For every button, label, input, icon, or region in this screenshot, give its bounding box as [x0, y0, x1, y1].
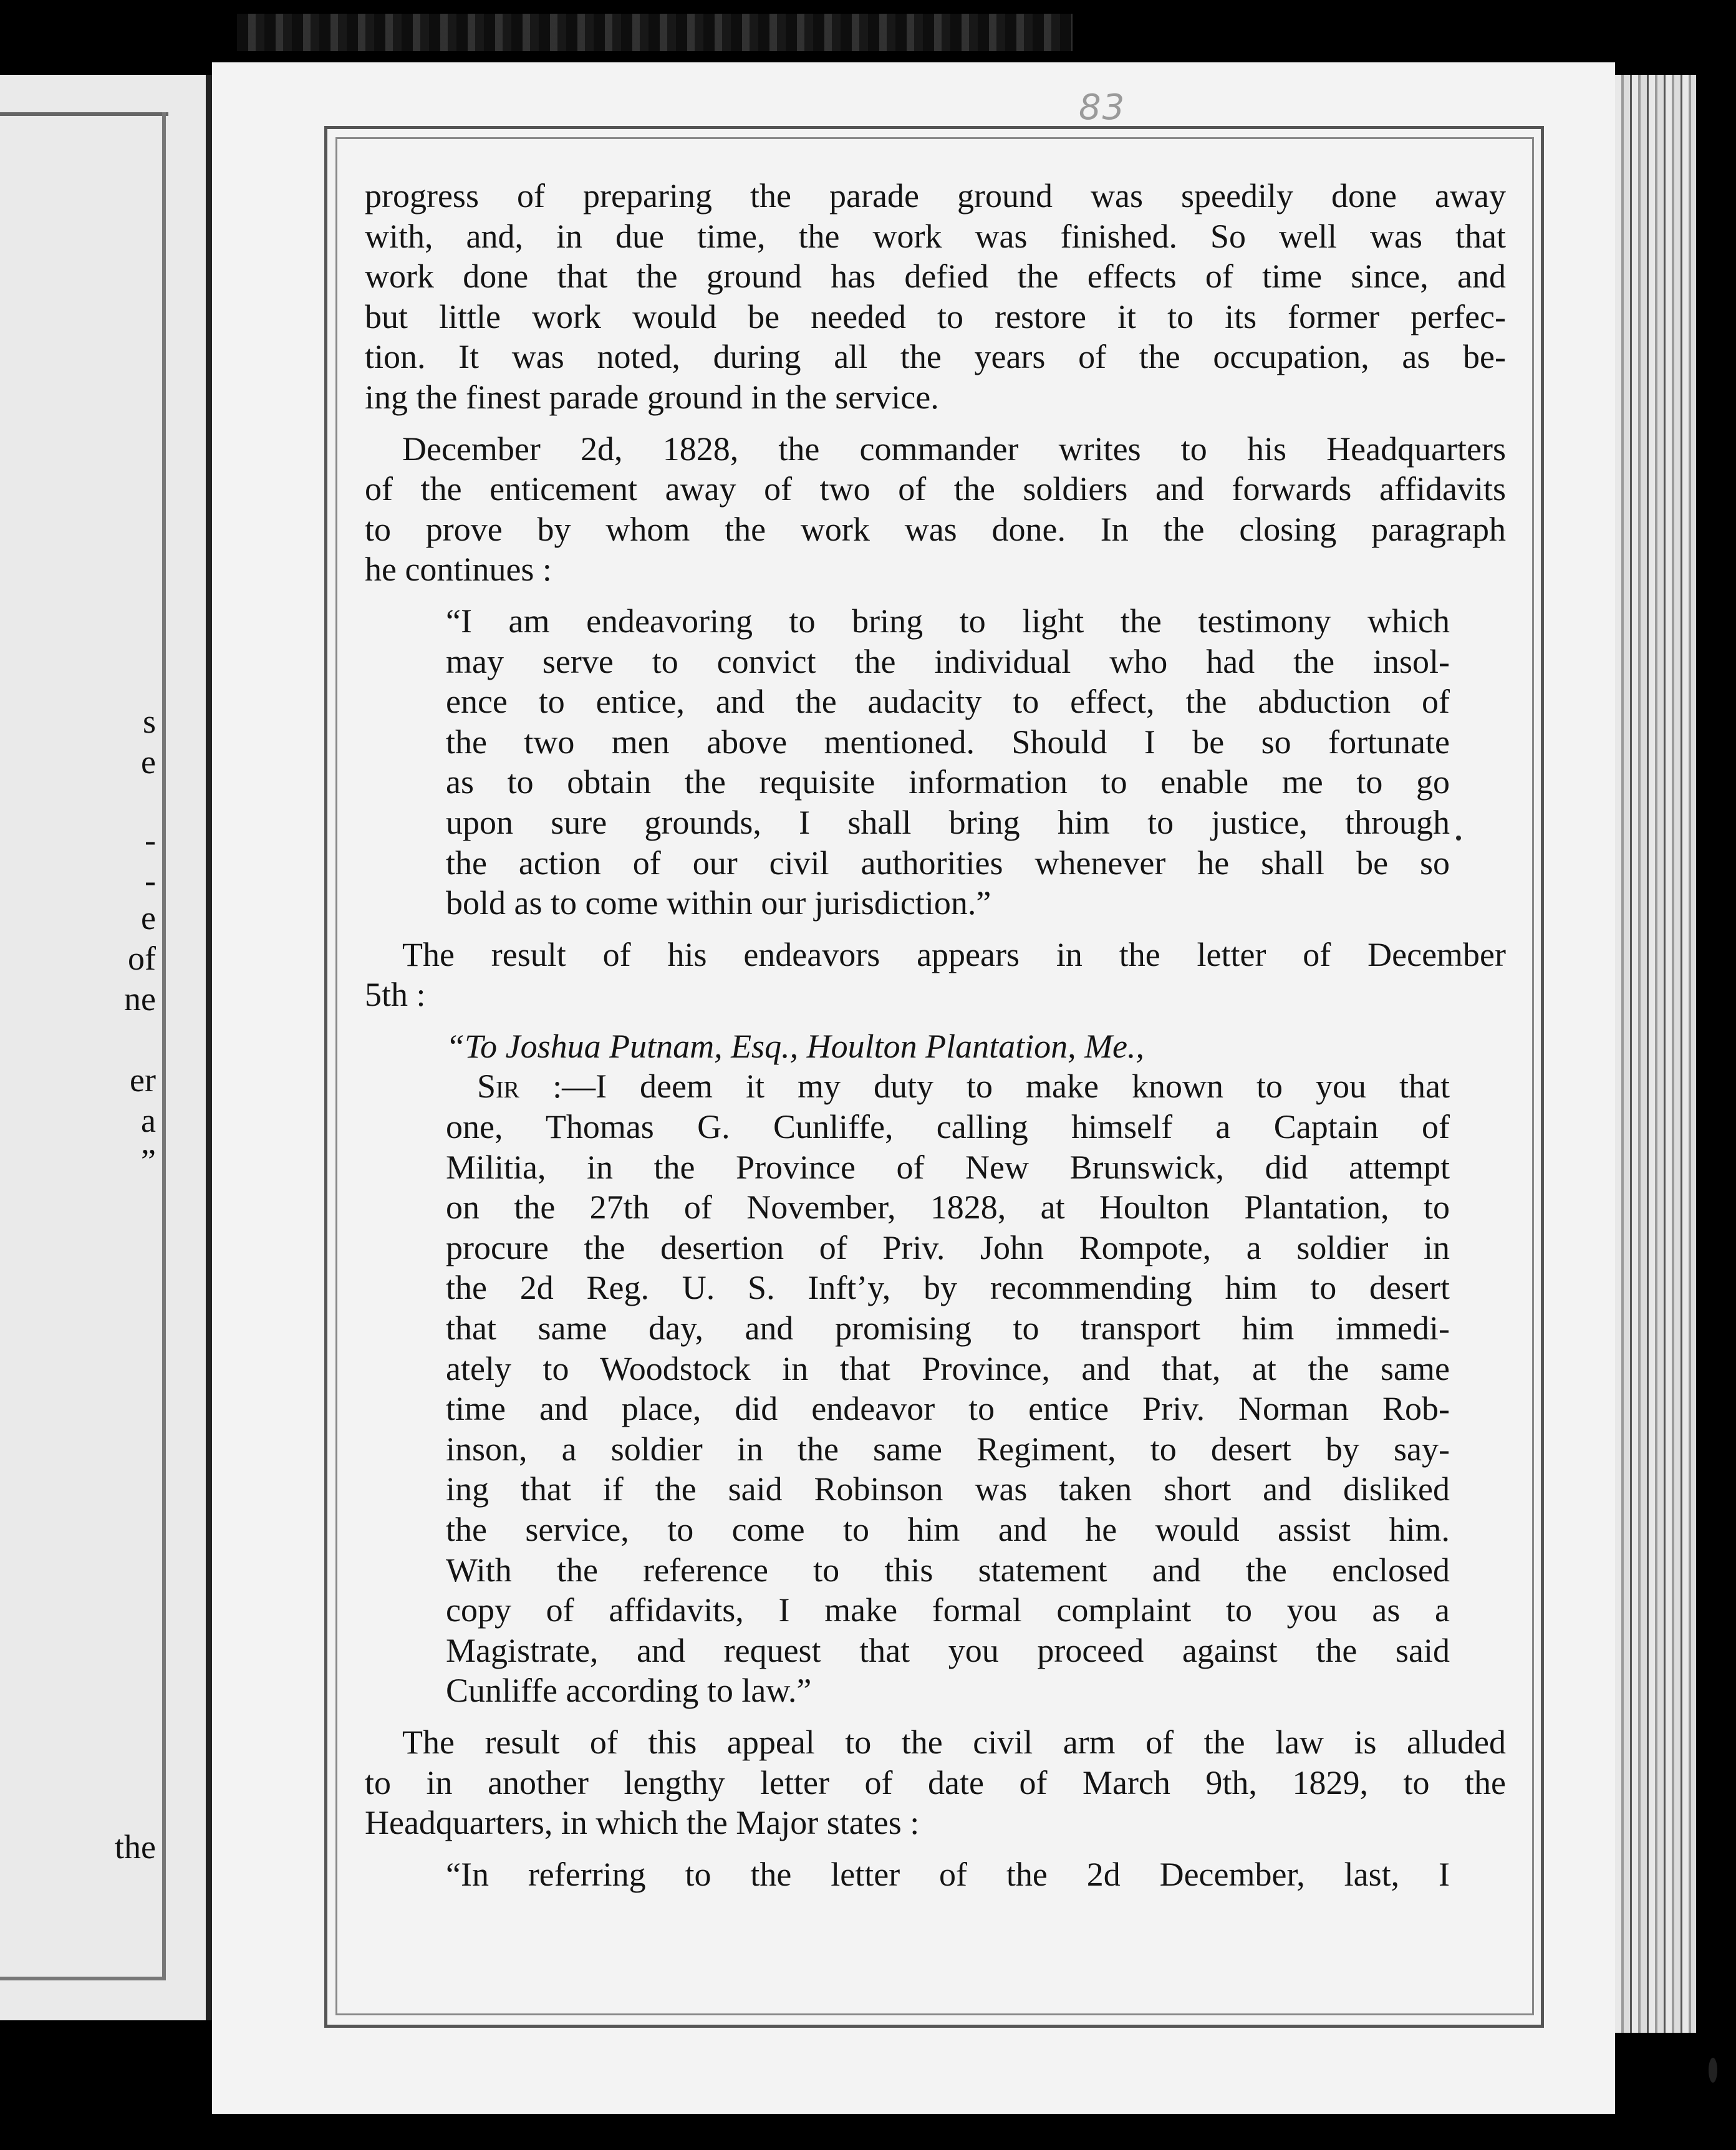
scan-speck [1709, 2058, 1717, 2083]
facing-page-rule [162, 112, 166, 1977]
text-line: “I am endeavoring to bring to light the testimony which [446, 602, 1450, 640]
text-line: December 2d, 1828, the commander writes to his Headquarters [402, 430, 1506, 468]
text-line: one, Thomas G. Cunliffe, calling himself a Captain of [446, 1108, 1450, 1146]
facing-page-fragment: s [142, 703, 156, 740]
text-line: he continues : [365, 551, 552, 589]
text-line: of the enticement away of two of the soldiers and forwards affidavits [365, 470, 1506, 508]
text-line: the action of our civil authorities whenever he shall be so [446, 844, 1450, 882]
letter-quote [365, 1026, 1506, 1711]
facing-page-fragment: e [141, 899, 156, 937]
facing-page-fragment: the [115, 1828, 156, 1866]
facing-page-fragment: ne [124, 980, 156, 1018]
text-line: copy of affidavits, I make formal complaint to you as a [446, 1591, 1450, 1629]
text-line: ately to Woodstock in that Province, and that, at the same [446, 1349, 1450, 1387]
text-line: ing that if the said Robinson was taken short and disliked [446, 1470, 1450, 1508]
facing-page-fragment: e [141, 743, 156, 781]
film-edge-strip [237, 14, 1073, 51]
text-line: that same day, and promising to transport him immedi- [446, 1309, 1450, 1347]
block-quote [365, 601, 1506, 923]
facing-page-rule [0, 1977, 166, 1980]
text-line: as to obtain the requisite information to enable me to go [446, 763, 1450, 801]
text-line: With the reference to this statement and the enclosed [446, 1551, 1450, 1589]
facing-page-fragment: ” [141, 1142, 156, 1180]
text-line: 5th : [365, 976, 426, 1014]
text-line: the service, to come to him and he would assist him. [446, 1511, 1450, 1548]
text-line: The result of this appeal to the civil arm of the law is alluded [402, 1723, 1506, 1761]
page-number: 83 [1079, 87, 1126, 128]
letter-address: “To Joshua Putnam, Esq., Houlton Plantation, Me., [446, 1027, 1145, 1065]
paragraph [365, 176, 1506, 418]
salutation: Sir [477, 1068, 520, 1106]
paragraph [365, 935, 1506, 1015]
text-line: on the 27th of November, 1828, at Houlton Plantation, to [446, 1188, 1450, 1227]
facing-page-fragment: er [130, 1061, 156, 1099]
text-line: inson, a soldier in the same Regiment, to desert by say- [446, 1430, 1450, 1468]
text-line: upon sure grounds, I shall bring him to justice, through [446, 803, 1450, 841]
text-line: ence to entice, and the audacity to effect, the abduction of [446, 683, 1450, 721]
salutation-continuation: :—I deem it my duty to make known to you that [552, 1068, 1450, 1106]
text-line: the two men above mentioned. Should I be so fortunate [446, 723, 1450, 761]
paragraph [365, 429, 1506, 590]
text-line: to in another lengthy letter of date of March 9th, 1829, to the [365, 1763, 1506, 1801]
text-line: Magistrate, and request that you proceed against the said [446, 1631, 1450, 1669]
text-line: “In referring to the letter of the 2d December, last, I [446, 1855, 1450, 1893]
film-border [1696, 62, 1736, 2150]
text-line: Headquarters, in which the Major states : [365, 1804, 920, 1842]
facing-page-fragment: - [145, 862, 156, 899]
facing-page-fragment: a [141, 1102, 156, 1139]
text-line: tion. It was noted, during all the years of the occupation, as be- [365, 338, 1506, 376]
text-line: Cunliffe according to law.” [446, 1672, 812, 1710]
facing-page-fragment: - [145, 821, 156, 859]
block-quote [365, 1854, 1506, 1895]
text-line: The result of his endeavors appears in the letter of December [402, 935, 1506, 973]
facing-page-edge [0, 75, 212, 2020]
text-line: Militia, in the Province of New Brunswick, did attempt [446, 1148, 1450, 1186]
text-line: with, and, in due time, the work was finished. So well was that [365, 217, 1506, 255]
text-line [446, 1066, 1450, 1107]
scan-speck [1456, 836, 1461, 841]
page-stack-edge [1615, 75, 1696, 2033]
text-line: but little work would be needed to restore it to its former perfec- [365, 297, 1506, 335]
facing-page-fragment: of [128, 940, 156, 977]
text-line: procure the desertion of Priv. John Rompote, a soldier in [446, 1228, 1450, 1266]
text-line: bold as to come within our jurisdiction.” [446, 884, 991, 922]
text-line: ing the finest parade ground in the service. [365, 378, 939, 416]
text-line: to prove by whom the work was done. In the closing paragraph [365, 510, 1506, 548]
paragraph [365, 1722, 1506, 1843]
text-line: time and place, did endeavor to entice Priv. Norman Rob- [446, 1390, 1450, 1428]
text-line: may serve to convict the individual who had the insol- [446, 642, 1450, 680]
text-line: the 2d Reg. U. S. Inft’y, by recommending him to desert [446, 1269, 1450, 1307]
facing-page-rule [0, 112, 168, 116]
text-line: work done that the ground has defied the effects of time since, and [365, 258, 1506, 296]
text-line: progress of preparing the parade ground was speedily done away [365, 177, 1506, 215]
body-text [365, 176, 1506, 1894]
